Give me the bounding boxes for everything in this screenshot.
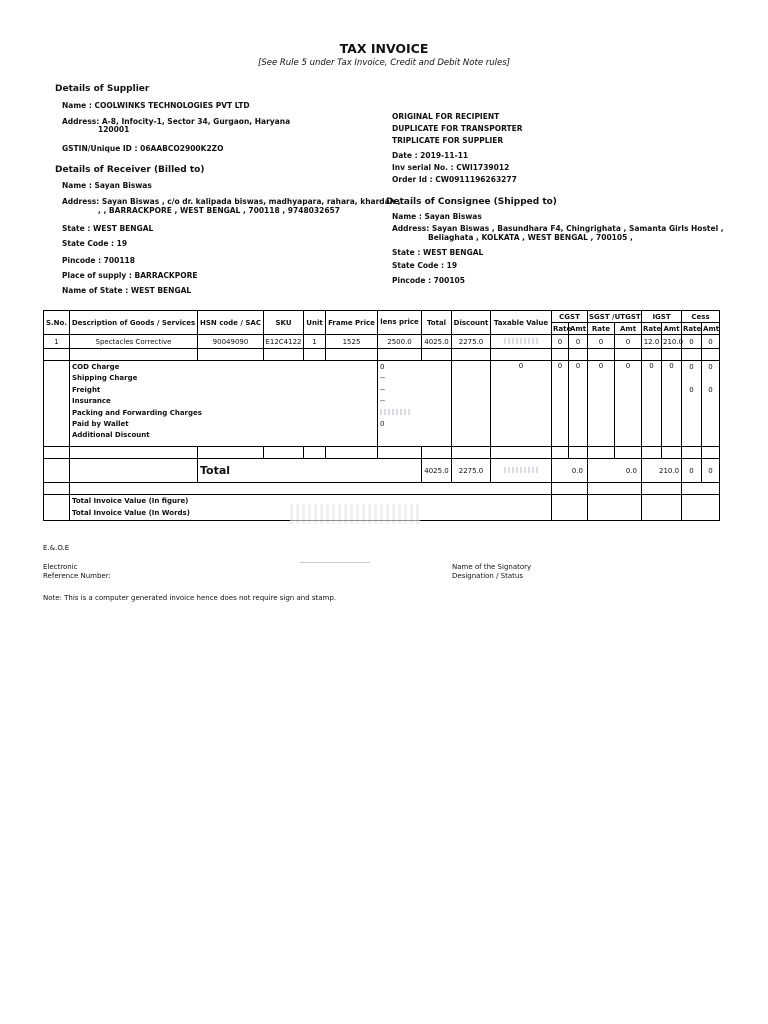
item-taxable-value bbox=[491, 335, 552, 349]
charges-sgst-rate: 0 bbox=[588, 361, 615, 447]
receiver-state-code: State Code : 19 bbox=[62, 239, 128, 248]
total-cess-rate: 0 bbox=[682, 459, 702, 483]
invoice-serial: Inv serial No. : CWI1739012 bbox=[392, 163, 510, 172]
col-total: Total bbox=[422, 311, 452, 335]
item-sno: 1 bbox=[44, 335, 70, 349]
col-igst: IGST bbox=[642, 311, 682, 323]
item-cess-amt: 0 bbox=[702, 335, 720, 349]
freight-cess-amt: 0 bbox=[708, 385, 713, 394]
consignee-pincode: Pincode : 700105 bbox=[392, 276, 465, 285]
order-id: Order Id : CW0911196263277 bbox=[392, 175, 517, 184]
item-lens-price: 2500.0 bbox=[378, 335, 422, 349]
col-sgst: SGST /UTGST bbox=[589, 312, 641, 321]
supplier-address-line2: 120001 bbox=[98, 125, 130, 134]
cess-rate-header: Rate bbox=[683, 324, 702, 333]
table-row bbox=[44, 335, 720, 349]
consignee-state-code: State Code : 19 bbox=[392, 261, 458, 270]
insurance-label: Insurance bbox=[72, 397, 111, 406]
packing-value: -- bbox=[380, 397, 386, 406]
charges-cgst-rate: 0 bbox=[552, 361, 569, 447]
invoice-value-words: Total Invoice Value (In Words) bbox=[72, 508, 190, 517]
charges-cgst-amt: 0 bbox=[569, 361, 588, 447]
copy-original: ORIGINAL FOR RECIPIENT bbox=[392, 112, 500, 121]
eoe-label: E.&.O.E bbox=[43, 544, 70, 552]
item-sgst-rate: 0 bbox=[588, 335, 615, 349]
place-of-supply: Place of supply : BARRACKPORE bbox=[62, 271, 198, 280]
signatory-label: Name of the Signatory bbox=[452, 563, 532, 571]
col-description: Description of Goods / Services bbox=[70, 311, 198, 335]
reference-number-label: Reference Number: bbox=[43, 572, 111, 580]
invoice-subtitle: [See Rule 5 under Tax Invoice, Credit and Debit Note rules] bbox=[258, 58, 510, 68]
spacer-row bbox=[44, 483, 720, 495]
consignee-address-line2: Beliaghata , KOLKATA , WEST BENGAL , 700105 , bbox=[428, 233, 633, 242]
sgst-rate-header: Rate bbox=[588, 323, 615, 335]
col-sno: S.No. bbox=[44, 311, 70, 335]
col-discount: Discount bbox=[452, 311, 491, 335]
total-igst: 210.0 bbox=[642, 459, 682, 483]
cgst-amt-header: Amt bbox=[570, 324, 587, 333]
receiver-state: State : WEST BENGAL bbox=[62, 224, 154, 233]
charges-sgst-amt: 0 bbox=[615, 361, 642, 447]
paid-by-wallet-label: Paid by Wallet bbox=[72, 420, 129, 429]
redacted-value bbox=[380, 409, 410, 415]
copy-triplicate: TRIPLICATE FOR SUPPLIER bbox=[392, 136, 504, 145]
consignee-name: Name : Sayan Biswas bbox=[392, 212, 482, 221]
receiver-heading: Details of Receiver (Billed to) bbox=[55, 165, 205, 175]
cod-cess-amt: 0 bbox=[708, 363, 713, 371]
total-amount: 4025.0 bbox=[422, 459, 452, 483]
col-unit: Unit bbox=[304, 311, 326, 335]
item-discount: 2275.0 bbox=[452, 335, 491, 349]
igst-rate-header: Rate bbox=[643, 324, 662, 333]
receiver-address-line2: , , BARRACKPORE , WEST BENGAL , 700118 , 9748032657 bbox=[98, 206, 340, 215]
shipping-charge-label: Shipping Charge bbox=[72, 374, 138, 383]
cess-amt-header: Amt bbox=[703, 324, 720, 333]
insurance-value: -- bbox=[380, 385, 386, 394]
computer-generated-note: Note: This is a computer generated invoice hence does not require sign and stamp. bbox=[43, 594, 337, 602]
receiver-address-line1: Address: Sayan Biswas , c/o dr. kalipada biswas, madhyapara, rahara, khardah , bbox=[62, 197, 401, 206]
invoice-value-figure: Total Invoice Value (In figure) bbox=[72, 497, 189, 506]
spacer-row bbox=[44, 349, 720, 361]
charges-values bbox=[378, 361, 452, 447]
item-cgst-amt: 0 bbox=[569, 335, 588, 349]
redacted-value bbox=[504, 338, 538, 344]
igst-amt-header: Amt bbox=[663, 324, 680, 333]
charges-taxable: 0 bbox=[491, 361, 552, 447]
invoice-title: TAX INVOICE bbox=[339, 41, 429, 56]
item-cess-rate: 0 bbox=[682, 335, 702, 349]
item-sku: E12C4122 bbox=[264, 335, 304, 349]
copy-duplicate: DUPLICATE FOR TRANSPORTER bbox=[392, 124, 523, 133]
charges-labels bbox=[70, 361, 378, 447]
item-unit: 1 bbox=[304, 335, 326, 349]
cod-charge-value: 0 bbox=[380, 363, 385, 371]
total-sgst: 0.0 bbox=[588, 459, 642, 483]
invoice-date: Date : 2019-11-11 bbox=[392, 151, 469, 160]
col-hsn: HSN code / SAC bbox=[198, 311, 264, 335]
freight-value: -- bbox=[380, 374, 386, 383]
supplier-address-line1: Address: A-8, Infocity-1, Sector 34, Gurgaon, Haryana bbox=[62, 117, 291, 126]
item-description: Spectacles Corrective bbox=[70, 335, 198, 349]
supplier-name: Name : COOLWINKS TECHNOLOGIES PVT LTD bbox=[62, 101, 250, 110]
packing-label: Packing and Forwarding Charges bbox=[72, 408, 202, 417]
col-cess: Cess bbox=[682, 311, 720, 323]
charges-row bbox=[44, 361, 720, 447]
charges-igst-amt: 0 bbox=[662, 361, 682, 447]
consignee-heading: Details of Consignee (Shipped to) bbox=[386, 197, 557, 207]
redacted-invoice-value bbox=[290, 504, 420, 524]
designation-label: Designation / Status bbox=[452, 572, 523, 580]
col-sku: SKU bbox=[264, 311, 304, 335]
col-lens-price: lens price bbox=[378, 311, 422, 335]
consignee-address-line1: Address: Sayan Biswas , Basundhara F4, Chingrighata , Samanta Girls Hostel , bbox=[392, 224, 724, 233]
supplier-heading: Details of Supplier bbox=[55, 84, 150, 94]
charges-igst-rate: 0 bbox=[642, 361, 662, 447]
name-of-state: Name of State : WEST BENGAL bbox=[62, 286, 192, 295]
freight-label: Freight bbox=[72, 385, 101, 394]
total-cgst: 0.0 bbox=[552, 459, 588, 483]
item-sgst-amt: 0 bbox=[615, 335, 642, 349]
item-frame-price: 1525 bbox=[326, 335, 378, 349]
charges-cess-rate bbox=[682, 361, 702, 447]
additional-discount-label: Additional Discount bbox=[72, 431, 150, 440]
item-total: 4025.0 bbox=[422, 335, 452, 349]
paid-by-wallet-value bbox=[380, 408, 450, 419]
supplier-gstin: GSTIN/Unique ID : 06AABCO2900K2ZO bbox=[62, 144, 224, 153]
item-igst-rate: 12.0 bbox=[642, 335, 662, 349]
receiver-name: Name : Sayan Biswas bbox=[62, 181, 152, 190]
receiver-pincode: Pincode : 700118 bbox=[62, 256, 135, 265]
cod-charge-label: COD Charge bbox=[72, 363, 120, 371]
cod-cess-rate: 0 bbox=[689, 363, 694, 371]
freight-cess-rate: 0 bbox=[689, 385, 694, 394]
item-cgst-rate: 0 bbox=[552, 335, 569, 349]
col-cgst: CGST bbox=[552, 311, 588, 323]
electronic-label: Electronic bbox=[43, 563, 78, 571]
consignee-state: State : WEST BENGAL bbox=[392, 248, 484, 257]
redacted-value bbox=[504, 467, 538, 473]
spacer-row bbox=[44, 447, 720, 459]
totals-row bbox=[44, 459, 720, 483]
col-frame-price: Frame Price bbox=[326, 311, 378, 335]
total-discount: 2275.0 bbox=[452, 459, 491, 483]
item-hsn: 90049090 bbox=[198, 335, 264, 349]
additional-discount-value: 0 bbox=[380, 420, 385, 429]
sgst-amt-header: Amt bbox=[615, 323, 642, 335]
item-igst-amt: 210.0 bbox=[662, 335, 682, 349]
cgst-rate-header: Rate bbox=[553, 324, 572, 333]
invoice-table bbox=[43, 310, 720, 521]
total-cess-amt: 0 bbox=[702, 459, 720, 483]
total-label: Total bbox=[198, 459, 422, 483]
divider bbox=[300, 562, 370, 563]
total-taxable bbox=[491, 459, 552, 483]
charges-cess-amt bbox=[702, 361, 720, 447]
col-taxable-value: Taxable Value bbox=[491, 311, 552, 335]
